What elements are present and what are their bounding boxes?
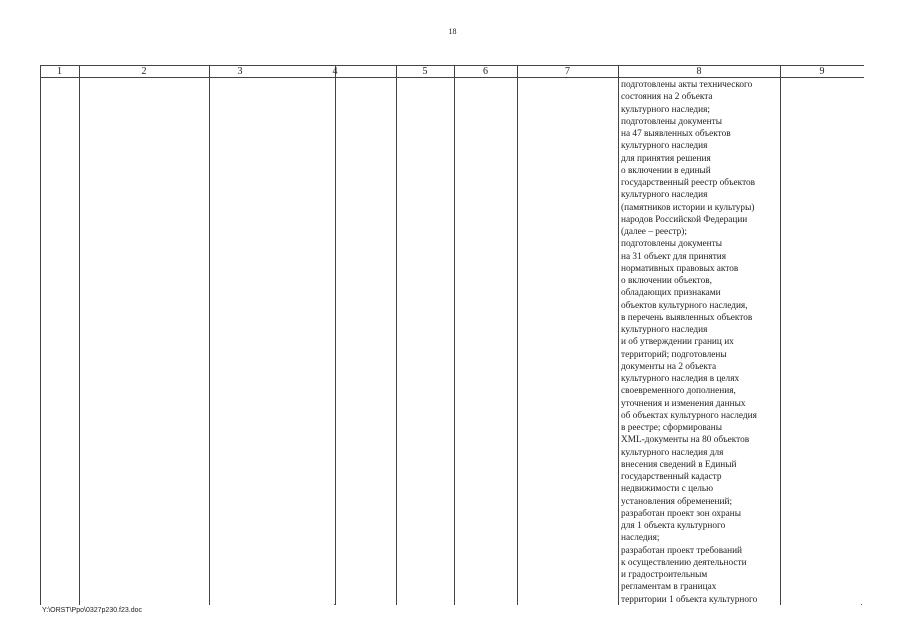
page-number: 18 — [448, 27, 457, 36]
cell-text-line: уточнения и изменения данных — [621, 398, 746, 409]
column-header: 9 — [819, 66, 825, 77]
column-header: 1 — [57, 66, 62, 77]
cell-text-line: подготовлены документы — [621, 116, 722, 127]
cell-text-line: XML-документы на 80 объектов — [621, 435, 750, 446]
column-8-cell-text — [621, 79, 781, 606]
cell-text-line: нормативных правовых актов — [621, 263, 739, 274]
cell-text-line: для 1 объекта культурного — [621, 521, 726, 531]
column-border — [209, 65, 210, 605]
cell-text-line: культурного наследия — [621, 141, 708, 152]
column-header: 4 — [332, 66, 338, 77]
cell-text-line: об объектах культурного наследия — [621, 410, 757, 421]
cell-text-line: недвижимости с целью — [621, 484, 714, 495]
column-header: 5 — [422, 66, 428, 77]
cell-text-line: к осуществлению деятельности — [621, 557, 747, 568]
cell-text-line: и градостроительным — [621, 570, 708, 580]
column-border — [396, 65, 397, 605]
cell-text-line: для принятия решения — [621, 153, 711, 164]
cell-text-line: о включении в единый — [621, 165, 711, 176]
column-border — [335, 65, 336, 605]
scan-speck — [861, 604, 862, 605]
footer-file-path: Y:\ORST\Ppo\0327p230.f23.doc — [42, 607, 143, 614]
cell-text-line: в реестре; сформированы — [621, 423, 723, 433]
cell-text-line: народов Российской Федерации — [621, 214, 748, 225]
cell-text-line: на 47 выявленных объектов — [621, 129, 731, 139]
cell-text-line: состояния на 2 объекта — [621, 92, 713, 103]
cell-text-line: о включении объектов, — [621, 276, 712, 286]
cell-text-line: своевременного дополнения, — [621, 386, 736, 397]
cell-text-line: территорий; подготовлены — [621, 349, 727, 360]
scan-speck — [334, 604, 335, 605]
cell-text-line: государственный реестр объектов — [621, 178, 756, 188]
cell-text-line: подготовлены акты технического — [621, 80, 753, 90]
cell-text-line: регламентам в границах — [621, 582, 717, 593]
cell-text-line: документы на 2 объекта — [621, 361, 717, 372]
cell-text-line: культурного наследия — [621, 325, 708, 335]
cell-text-line: разработан проект требований — [621, 545, 743, 556]
column-border — [40, 65, 41, 605]
cell-text-line: и об утверждении границ их — [621, 337, 734, 348]
cell-text-line: государственный кадастр — [621, 472, 722, 482]
column-header: 3 — [237, 66, 243, 77]
cell-text-line: (памятников истории и культуры) — [621, 202, 755, 213]
cell-text-line: подготовлены документы — [621, 239, 722, 250]
cell-text-line: культурного наследия в целях — [621, 374, 740, 384]
cell-text-line: (далее – реестр); — [621, 227, 687, 237]
cell-text-line: культурного наследия для — [621, 447, 724, 458]
cell-text-line: разработан проект зон охраны — [621, 508, 742, 519]
column-border — [517, 65, 518, 605]
cell-text-line: объектов культурного наследия, — [621, 300, 748, 311]
cell-text-line: установления обременений; — [621, 496, 733, 507]
column-border — [79, 65, 80, 605]
cell-text-line: культурного наследия — [621, 190, 708, 201]
cell-text-line: внесения сведений в Единый — [621, 459, 737, 470]
column-border — [454, 65, 455, 605]
cell-text-line: в перечень выявленных объектов — [621, 312, 753, 323]
document-table — [40, 65, 864, 605]
column-header: 2 — [141, 66, 147, 77]
cell-text-line: обладающих признаками — [621, 288, 721, 299]
column-header: 8 — [696, 66, 702, 77]
column-border — [618, 65, 619, 605]
cell-text-line: на 31 объект для принятия — [621, 251, 727, 262]
cell-text-line: территории 1 объекта культурного — [621, 594, 758, 605]
cell-text-line: культурного наследия; — [621, 104, 711, 115]
cell-text-line: наследия; — [621, 533, 660, 544]
column-header: 6 — [483, 66, 488, 77]
column-header: 7 — [565, 66, 570, 77]
